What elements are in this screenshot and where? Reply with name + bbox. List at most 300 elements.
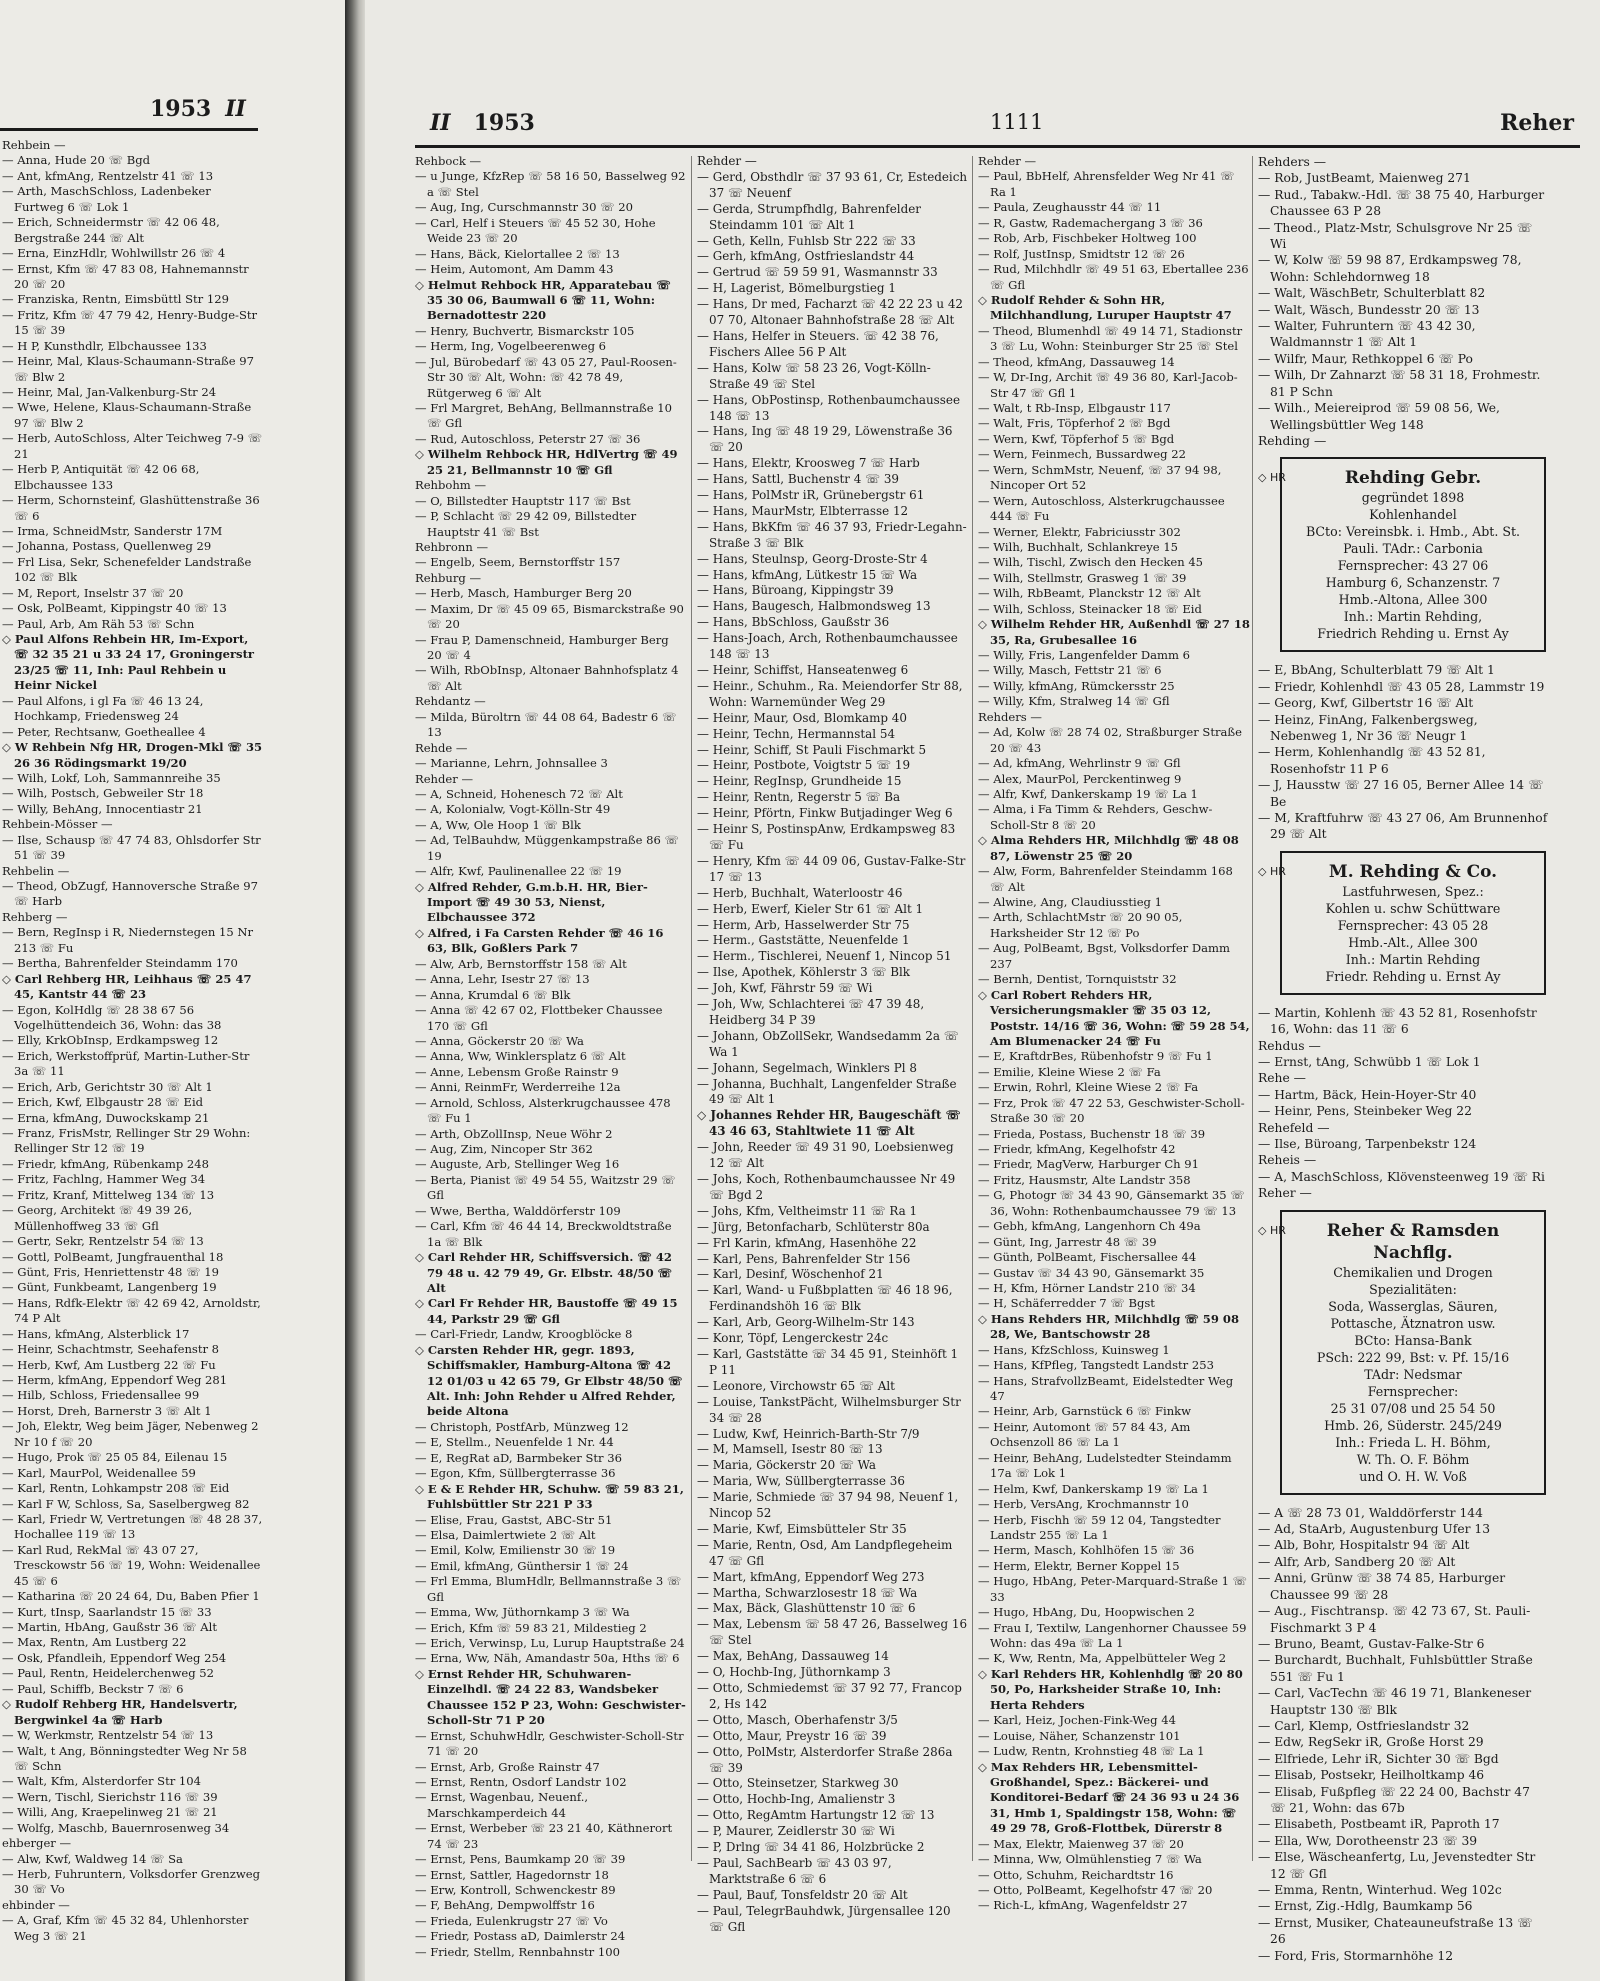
directory-entry: — Willi, Ang, Kraepelinweg 21 ☏ 21 [2,1805,218,1820]
directory-entry: — K, Ww, Rentn, Ma, Appelbütteler Weg 2 [978,1651,1227,1666]
directory-entry: — Karl, Desinf, Wöschenhof 21 [697,1267,884,1282]
directory-entry: — Ford, Fris, Stormarnhöhe 12 [1258,1948,1454,1963]
right-page-header [430,110,1580,144]
directory-entry: — Wilh, RbBeamt, Planckstr 12 ☏ Alt [978,586,1201,601]
directory-entry: — Anni, Grünw ☏ 38 74 85, Harburger Chaussee 99 ☏ 28 [1258,1571,1506,1602]
directory-entry: — Johs, Koch, Rothenbaumchaussee Nr 49 ☏ Bgd 2 [697,1172,956,1202]
directory-entry: — Heinr, Automont ☏ 57 84 43, Am Ochsenzoll 86 ☏ La 1 [978,1419,1191,1450]
directory-entry: Rehders — [978,709,1042,724]
advertisement-line: Friedr. Rehding u. Ernst Ay [1325,968,1501,984]
directory-entry: — Walt, Fris, Töpferhof 2 ☏ Bgd [978,416,1171,431]
directory-entry: — Emma, Rentn, Winterhud. Weg 102c [1258,1883,1502,1897]
directory-entry: — Marie, Schmiede ☏ 37 94 98, Neuenf 1, Nincop 52 [697,1490,959,1521]
column-divider [972,156,973,1861]
directory-entry: — Hans, Sattl, Buchenstr 4 ☏ 39 [697,472,900,487]
directory-entry: — Otto, PolBeamt, Kegelhofstr 47 ☏ 20 [978,1883,1213,1897]
directory-entry: — Friedr, kfmAng, Kegelhofstr 42 [978,1142,1176,1156]
directory-entry: — Arth, ObZollInsp, Neue Wöhr 2 [415,1126,613,1141]
directory-entry: ◇ Ernst Rehder HR, Schuhwaren-Einzelhdl. ☏ 24 22 83, Wandsbeker Chaussee 152 P 23, Wohn: Geschwister-Scholl-Str 71 P 20 [415,1666,686,1728]
directory-entry: ◇ Rudolf Rehder & Sohn HR, Milchhandlung, Luruper Hauptstr 47 [978,292,1232,323]
directory-entry: — Elfriede, Lehr iR, Sichter 30 ☏ Bgd [1258,1751,1499,1766]
directory-entry: — Karl, MaurPol, Weidenallee 59 [2,1465,196,1480]
advertisement-line: Kohlenhandel [1369,507,1457,523]
directory-entry: — Osk, Pfandleih, Eppendorf Weg 254 [2,1650,227,1665]
directory-entry: — Wilh, Lokf, Loh, Sammannreihe 35 [2,770,221,785]
directory-entry: — Herb, AutoSchloss, Alter Teichweg 7-9 ☏ 21 [2,431,263,461]
directory-entry: — Alex, MaurPol, Perckentinweg 9 [978,771,1182,786]
directory-entry: Rehberg — [2,909,68,924]
directory-entry: — Karl, Gaststätte ☏ 34 45 91, Steinhöft 1 P 11 [697,1346,959,1377]
directory-entry: — Willy, kfmAng, Rümckersstr 25 [978,678,1175,693]
advertisement-line: Soda, Wasserglas, Säuren, [1328,1298,1498,1314]
directory-entry: — Berta, Pianist ☏ 49 54 55, Waitzstr 29 ☏ Gfl [415,1172,676,1203]
directory-entry: — Johanna, Buchhalt, Langenfelder Straße 49 ☏ Alt 1 [697,1076,957,1107]
directory-entry: — Karl, Friedr W, Vertretungen ☏ 48 28 37, Hochallee 119 ☏ 13 [2,1511,263,1542]
directory-entry: — Rob, JustBeamt, Maienweg 271 [1258,171,1471,186]
directory-entry: — Osk, PolBeamt, Kippingstr 40 ☏ 13 [2,601,227,616]
directory-entry: — Walt, Kfm, Alsterdorfer Str 104 [2,1774,201,1789]
directory-entry: — Georg, Architekt ☏ 49 39 26, Müllenhoffweg 33 ☏ Gfl [2,1203,193,1233]
directory-entry: Rehe — [1258,1071,1306,1086]
directory-entry: — Hans, kfmAng, Alsterblick 17 [2,1326,190,1341]
directory-entry: — Herm., Tischlerei, Neuenf 1, Nincop 51 [697,949,952,964]
directory-entry: — Egon, KolHdlg ☏ 28 38 67 56 Vogelhüttendeich 36, Wohn: das 38 [2,1002,222,1032]
directory-entry: — Ernst, tAng, Schwübb 1 ☏ Lok 1 [1258,1055,1481,1069]
directory-entry: — Friedr, kfmAng, Rübenkamp 248 [2,1156,209,1171]
directory-entry: — Willy, BehAng, Innocentiastr 21 [2,801,203,816]
directory-entry: — E, Stellm., Neuenfelde 1 Nr. 44 [415,1435,614,1450]
directory-entry: — Arth, SchlachtMstr ☏ 20 90 05, Harksheider Str 12 ☏ Po [978,910,1183,940]
directory-entry: — Bertha, Bahrenfelder Steindamm 170 [2,956,238,971]
directory-entry: — Else, Wäscheanfertg, Lu, Jevenstedter Str 12 ☏ Gfl [1258,1850,1536,1881]
directory-entry: — Milda, Büroltrn ☏ 44 08 64, Badestr 6 ☏ 13 [415,709,677,740]
advertisement-line: Hamburg 6, Schanzenstr. 7 [1325,575,1501,591]
directory-entry: — W, Kolw ☏ 59 98 87, Erdkampsweg 78, Wohn: Schlehdornweg 18 [1258,253,1522,284]
directory-entry: — Wilh, Postsch, Gebweiler Str 18 [2,786,204,801]
column-divider [691,156,692,1861]
directory-entry: — Herm, Kohlenhandlg ☏ 43 52 81, Rosenhofstr 11 P 6 [1258,745,1486,776]
directory-entry: — Wilh, RbObInsp, Altonaer Bahnhofsplatz 4 ☏ Alt [415,663,679,693]
directory-entry: — Ernst, Rentn, Osdorf Landstr 102 [415,1774,627,1789]
directory-entry: — Hans, Bäck, Kielortallee 2 ☏ 13 [415,246,620,261]
directory-entry: — Herb, Fuhruntern, Volksdorfer Grenzweg 30 ☏ Vo [2,1867,260,1897]
directory-entry: — Erich, Werkstoffprüf, Martin-Luther-Str 3a ☏ 11 [2,1048,250,1079]
directory-entry: — Hartm, Bäck, Hein-Hoyer-Str 40 [1258,1087,1477,1102]
directory-entry: — Alw, Form, Bahrenfelder Steindamm 168 ☏ Alt [978,864,1233,894]
directory-entry: — Aug, Ing, Curschmannstr 30 ☏ 20 [415,200,633,215]
advertisement-line: und O. H. W. Voß [1359,1468,1467,1484]
directory-entry: — M, Report, Inselstr 37 ☏ 20 [2,585,184,600]
directory-entry: ◇ W Rehbein Nfg HR, Drogen-Mkl ☏ 35 26 36 Rödingsmarkt 19/20 [2,740,263,770]
directory-entry: — Carl, Kfm ☏ 46 44 14, Breckwoldtstraße 1a ☏ Blk [415,1219,672,1249]
directory-entry: — Ludw, Kwf, Heinrich-Barth-Str 7/9 [697,1426,920,1441]
directory-entry: — Ernst, Musiker, Chateauneufstraße 13 ☏ 26 [1258,1915,1533,1947]
running-keyword: Reher [1500,110,1574,136]
directory-entry: Rehbelin — [2,863,70,878]
directory-entry: — Walt, t Ang, Bönningstedter Weg Nr 58 ☏ Schn [2,1743,247,1773]
directory-entry: — P, Maurer, Zeidlerstr 30 ☏ Wi [697,1824,895,1839]
directory-entry: — Herm, Elektr, Berner Koppel 15 [978,1558,1180,1573]
directory-entry: — Frl Lisa, Sekr, Schenefelder Landstraße 102 ☏ Blk [2,554,252,585]
directory-entry: — Alfr, Arb, Sandberg 20 ☏ Alt [1258,1554,1456,1569]
directory-entry: — Elsa, Daimlertwiete 2 ☏ Alt [415,1527,596,1542]
right-header-rule [415,145,1580,148]
directory-entry: — H, Schäferredder 7 ☏ Bgst [978,1296,1155,1311]
directory-entry: — Otto, Schuhm, Reichardtstr 16 [978,1867,1174,1882]
directory-entry: — Theod, ObZugf, Hannoversche Straße 97 ☏ Harb [2,879,258,909]
left-page-section: II [225,96,246,122]
directory-entry: ◇ Karl Rehders HR, Kohlenhdlg ☏ 20 80 50, Po, Harksheider Straße 10, Inh: Herta Rehders [978,1666,1243,1712]
directory-entry: — Gebh, kfmAng, Langenhorn Ch 49a [978,1219,1201,1234]
directory-entry: — Ernst, Werbeber ☏ 23 21 40, Käthnerort 74 ☏ 23 [415,1821,673,1851]
directory-entry: — Gottl, PolBeamt, Jungfrauenthal 18 [2,1249,224,1264]
directory-entry: — Erich, Kfm ☏ 59 83 21, Mildestieg 2 [415,1620,647,1635]
directory-entry: — Wilh, Schloss, Steinacker 18 ☏ Eid [978,601,1202,616]
directory-entry: — Carl, Klemp, Ostfrieslandstr 32 [1258,1718,1470,1733]
directory-entry: — Gertrud ☏ 59 59 91, Wasmannstr 33 [697,265,938,280]
directory-entry: — Maxim, Dr ☏ 45 09 65, Bismarckstraße 90 ☏ 20 [415,601,684,632]
directory-entry: — Minna, Ww, Olmühlenstieg 7 ☏ Wa [978,1852,1202,1867]
directory-entry: — Gerd, Obsthdlr ☏ 37 93 61, Cr, Estedeich 37 ☏ Neuenf [697,169,968,200]
advertisement-box [1280,851,1546,995]
directory-entry: — Peter, Rechtsanw, Goetheallee 4 [2,724,206,739]
directory-entry: — Alma, i Fa Timm & Rehders, Geschw-Scholl-Str 8 ☏ 20 [978,802,1213,832]
directory-entry: — Herm, Masch, Kohlhöfen 15 ☏ 36 [978,1543,1195,1558]
advertisement-line: Pottasche, Ätznatron usw. [1330,1315,1496,1331]
directory-entry: — Fritz, Kfm ☏ 47 79 42, Henry-Budge-Str 15 ☏ 39 [2,307,258,338]
directory-entry: — Katharina ☏ 20 24 64, Du, Baben Pfier 1 [2,1589,260,1604]
directory-entry: — Friedr, Kohlenhdl ☏ 43 05 28, Lammstr 19 [1258,679,1545,694]
advertisement-line: Hmb.-Alt., Allee 300 [1348,934,1478,950]
directory-entry: — Hans, Baugesch, Halbmondsweg 13 [697,599,931,614]
advertisement [1258,1210,1548,1495]
directory-entry: — Heinr, RegInsp, Grundheide 15 [697,774,902,789]
directory-entry: — Heinr, Rentn, Regerstr 5 ☏ Ba [697,790,901,805]
advertisement-line: 25 31 07/08 und 25 54 50 [1330,1400,1496,1416]
directory-entry: Rehbohm — [415,478,487,493]
directory-entry: — Wilh, Buchhalt, Schlankreye 15 [978,539,1179,554]
directory-entry: — Werner, Elektr, Fabriciusstr 302 [978,524,1181,539]
directory-entry: — Alw, Arb, Bernstorffstr 158 ☏ Alt [415,956,627,971]
directory-entry: — Heinr, BehAng, Ludelstedter Steindamm 17a ☏ Lok 1 [978,1450,1232,1481]
directory-entry: — Heinr, Pförtn, Finkw Butjadinger Weg 6 [697,806,953,821]
column-3 [978,154,1250,1914]
directory-entry: — Heinr, Maur, Osd, Blomkamp 40 [697,710,907,725]
directory-entry: — Gerh, kfmAng, Ostfrieslandstr 44 [697,249,915,264]
hr-register-mark: ◇ HR [1258,864,1286,878]
directory-entry: — Aug, Zim, Nincoper Str 362 [415,1142,593,1156]
directory-entry: — Wilh., Meiereiprod ☏ 59 08 56, We, Wellingsbüttler Weg 148 [1258,401,1500,432]
directory-entry: — Frau P, Damenschneid, Hamburger Berg 20 ☏ 4 [415,632,669,662]
directory-entry: — Joh, Ww, Schlachterei ☏ 47 39 48, Heidberg 34 P 39 [697,997,925,1027]
directory-entry: — Henry, Buchvertr, Bismarckstr 105 [415,323,635,338]
directory-entry: — M, Kraftfuhrw ☏ 43 27 06, Am Brunnenhof 29 ☏ Alt [1258,810,1548,842]
directory-entry: — P, Schlacht ☏ 29 42 09, Billstedter Hauptstr 41 ☏ Bst [415,509,637,539]
directory-entry: — Irma, SchneidMstr, Sanderstr 17M [2,523,223,538]
directory-entry: — Hans, ObPostinsp, Rothenbaumchaussee 148 ☏ 13 [697,392,961,423]
directory-entry: — Ant, kfmAng, Rentzelstr 41 ☏ 13 [2,168,214,183]
directory-entry: — Frieda, Postass, Buchenstr 18 ☏ 39 [978,1126,1206,1141]
directory-entry: — Günt, Ing, Jarrestr 48 ☏ 39 [978,1234,1157,1249]
directory-entry: — Bruno, Beamt, Gustav-Falke-Str 6 [1258,1636,1485,1651]
directory-entry: — Karl, Heiz, Jochen-Fink-Weg 44 [978,1713,1176,1728]
directory-entry: — Anna ☏ 42 67 02, Flottbeker Chaussee 170 ☏ Gfl [415,1003,663,1033]
directory-entry: — Hans, Helfer in Steuers. ☏ 42 38 76, Fischers Allee 56 P Alt [697,328,939,359]
directory-entry: — Hans, StrafvollzBeamt, Eidelstedter Weg 47 [978,1373,1234,1403]
directory-entry: — Martin, HbAng, Gaußstr 36 ☏ Alt [2,1620,217,1634]
directory-entry: — Horst, Dreh, Barnerstr 3 ☏ Alt 1 [2,1403,212,1418]
directory-entry: — Wwe, Bertha, Walddörferstr 109 [415,1203,621,1218]
directory-entry: — Frieda, Eulenkrugstr 27 ☏ Vo [415,1913,608,1928]
advertisement-line: W. Th. O. F. Böhm [1356,1451,1470,1467]
directory-entry: — Günt, Fris, Henriettenstr 48 ☏ 19 [2,1264,219,1279]
directory-entry: — Max, Elektr, Maienweg 37 ☏ 20 [978,1836,1184,1851]
directory-entry: — Heinr, Pens, Steinbeker Weg 22 [1258,1104,1472,1119]
directory-entry: — Otto, Hochb-Ing, Amalienstr 3 [697,1792,896,1807]
directory-entry: ◇ Hans Rehders HR, Milchhdlg ☏ 59 08 28, We, Bantschowstr 28 [978,1311,1240,1342]
directory-entry: — Wilh, Stellmstr, Grasweg 1 ☏ 39 [978,570,1187,585]
directory-entry: — Friedr, Postass aD, Daimlerstr 24 [415,1929,626,1944]
directory-entry: — Karl, Rentn, Lohkampstr 208 ☏ Eid [2,1481,230,1496]
directory-entry: ◇ Wilhelm Rehbock HR, HdlVertrg ☏ 49 25 21, Bellmannstr 10 ☏ Gfl [415,447,678,477]
right-page-year [430,110,535,136]
directory-entry: ◇ Carsten Rehder HR, gegr. 1893, Schiffsmakler, Hamburg-Altona ☏ 42 12 01/03 u 42 65 79, Gr Elbstr 48/50 ☏ Alt. Inh: John Rehder u Alfred Rehder, beide Altona [415,1342,683,1419]
directory-entry: — Johann, ObZollSekr, Wandsedamm 2a ☏ Wa 1 [697,1028,959,1059]
directory-entry: Rehbein-Mösser — [2,817,113,832]
directory-entry: — Heinz, FinAng, Falkenbergsweg, Nebenweg 1, Nr 36 ☏ Neugr 1 [1258,712,1478,743]
directory-entry: — Franziska, Rentn, Eimsbüttl Str 129 [2,292,229,307]
directory-entry: — Willy, Fris, Langenfelder Damm 6 [978,648,1190,662]
directory-entry: — Max, Bäck, Glashüttenstr 10 ☏ 6 [697,1601,916,1616]
directory-entry: — Wwe, Helene, Klaus-Schaumann-Straße 97 ☏ Blw 2 [2,400,252,430]
directory-entry: — Herb, Masch, Hamburger Berg 20 [415,586,632,601]
advertisement-title: Rehding Gebr. [1344,468,1482,489]
directory-entry: — Franz, FrisMstr, Rellinger Str 29 Wohn: Rellinger Str 12 ☏ 19 [2,1126,251,1156]
directory-entry: Rehder — [415,771,474,786]
directory-entry: — Heinr, Arb, Garnstück 6 ☏ Finkw [978,1404,1192,1419]
directory-entry: — A, MaschSchloss, Klövensteenweg 19 ☏ Ri [1258,1169,1545,1184]
directory-entry: — Paul, Rentn, Heidelerchenweg 52 [2,1666,215,1681]
book-gutter [345,0,365,1981]
directory-entry: Rehders — [1258,155,1326,169]
directory-entry: — Wilfr, Maur, Rethkoppel 6 ☏ Po [1258,351,1473,366]
directory-entry: — Frl Emma, BlumHdlr, Bellmannstraße 3 ☏ Gfl [415,1574,682,1604]
directory-entry: — Anne, Lebensm Große Rainstr 9 [415,1064,619,1079]
directory-entry: — Herb, Ewerf, Kieler Str 61 ☏ Alt 1 [697,901,924,916]
advertisement-line: Fernsprecher: 43 27 06 [1337,558,1489,574]
directory-entry: — Wern, Tischl, Sierichstr 116 ☏ 39 [2,1789,218,1804]
directory-entry: — Alfr, Kwf, Paulinenallee 22 ☏ 19 [415,864,622,879]
directory-entry: — O, Hochb-Ing, Jüthornkamp 3 [697,1665,891,1680]
directory-entry: — Erna, Ww, Näh, Amandastr 50a, Hths ☏ 6 [415,1651,680,1666]
directory-entry: — Otto, Schmiedemst ☏ 37 92 77, Francop 2, Hs 142 [697,1681,962,1711]
directory-entry: — Heim, Automont, Am Damm 43 [415,262,614,277]
directory-entry: — Elisab, Fußpfleg ☏ 22 24 00, Bachstr 47 ☏ 21, Wohn: das 67b [1258,1784,1530,1815]
directory-entry: — Herm, kfmAng, Eppendorf Weg 281 [2,1373,228,1387]
advertisement-line: Inh.: Martin Rehding, [1343,609,1483,625]
directory-entry: Rehding — [1258,433,1327,448]
directory-entry: — Fritz, Fachlng, Hammer Weg 34 [2,1172,206,1187]
directory-entry: — Frl Karin, kfmAng, Hasenhöhe 22 [697,1235,917,1250]
directory-entry: — Helm, Kwf, Dankerskamp 19 ☏ La 1 [978,1481,1209,1496]
directory-entry: — E, KraftdrBes, Rübenhofstr 9 ☏ Fu 1 [978,1049,1213,1064]
directory-entry: — Arnold, Schloss, Alsterkrugchaussee 478 ☏ Fu 1 [415,1095,671,1126]
directory-entry: — Hans, MaurMstr, Elbterrasse 12 [697,503,909,518]
directory-entry: — A, Kolonialw, Vogt-Kölln-Str 49 [415,802,611,817]
directory-entry: — Carl, VacTechn ☏ 46 19 71, Blankeneser Hauptstr 130 ☏ Blk [1258,1686,1532,1717]
directory-entry: — Kurt, tInsp, Saarlandstr 15 ☏ 33 [2,1604,212,1619]
right-page-year-text: 1953 [473,110,535,136]
advertisement-line: Kohlen u. schw Schüttware [1325,900,1501,916]
advertisement-box [1280,457,1546,652]
directory-entry: — Fritz, Kranf, Mittelweg 134 ☏ 13 [2,1187,215,1202]
directory-entry: — Alwine, Ang, Claudiusstieg 1 [978,895,1162,909]
directory-entry: — Leonore, Virchowstr 65 ☏ Alt [697,1378,895,1393]
directory-entry: — Herb P, Antiquität ☏ 42 06 68, Elbchaussee 133 [2,462,200,492]
directory-entry: — Max, BehAng, Dassauweg 14 [697,1649,889,1664]
directory-entry: — Hugo, Prok ☏ 25 05 84, Eilenau 15 [2,1450,228,1465]
directory-entry: — Hans, kfmAng, Lütkestr 15 ☏ Wa [697,567,918,582]
directory-entry: — Marie, Kwf, Eimsbütteler Str 35 [697,1521,907,1536]
directory-entry: — Walt, t Rb-Insp, Elbgaustr 117 [978,401,1171,415]
directory-entry: — Karl, Wand- u Fußbplatten ☏ 46 18 96, Ferdinandshöh 16 ☏ Blk [697,1283,953,1314]
directory-entry: — Alb, Bohr, Hospitalstr 94 ☏ Alt [1258,1538,1470,1553]
directory-entry: Reheis — [1258,1153,1317,1168]
directory-entry: — Hans, Steulnsp, Georg-Droste-Str 4 [697,551,928,566]
left-page [0,0,346,1981]
directory-entry: — Erich, Verwinsp, Lu, Lurup Hauptstraße 24 [415,1636,685,1650]
directory-entry: — Wilh, Tischl, Zwisch den Hecken 45 [978,555,1204,570]
advertisement-line: Chemikalien und Drogen [1333,1264,1493,1280]
directory-entry: — Anna, Göckerstr 20 ☏ Wa [415,1033,584,1048]
directory-entry: — Emilie, Kleine Wiese 2 ☏ Fa [978,1064,1161,1079]
advertisement-line: PSch: 222 99, Bst: v. Pf. 15/16 [1316,1349,1510,1365]
directory-entry: — Ernst, Zig.-Hdlg, Baumkamp 56 [1258,1899,1473,1914]
directory-entry: — Rud., Tabakw.-Hdl. ☏ 38 75 40, Harburger Chaussee 63 P 28 [1258,187,1545,219]
directory-entry: — Hans, Dr med, Facharzt ☏ 42 22 23 u 42 07 70, Altonaer Bahnhofstraße 28 ☏ Alt [697,297,964,328]
directory-entry: Rehbock — [415,154,482,168]
directory-entry: ◇ Carl Robert Rehders HR, Versicherungsmakler ☏ 35 03 12, Poststr. 14/16 ☏ 36, Wohn: ☏ 59 28 54, Am Blumenacker 24 ☏ Fu [978,987,1250,1048]
directory-entry: — Heinr, Postbote, Voigtstr 5 ☏ 19 [697,758,911,773]
advertisement-line: Hmb.-Altona, Allee 300 [1338,592,1488,608]
directory-entry: ◇ Carl Rehder HR, Schiffsversich. ☏ 42 79 48 u. 42 79 49, Gr. Elbstr. 48/50 ☏ Alt [415,1250,673,1295]
directory-entry: — Johs, Kfm, Veltheimstr 11 ☏ Ra 1 [697,1203,918,1218]
directory-entry: — Anna, Lehr, Isestr 27 ☏ 13 [415,972,590,987]
directory-entry: — Ilse, Schausp ☏ 47 74 83, Ohlsdorfer Str 51 ☏ 39 [2,832,261,863]
left-header-rule [0,128,258,131]
directory-entry: — Elise, Frau, Gastst, ABC-Str 51 [415,1512,613,1527]
directory-entry: — Gertr, Sekr, Rentzelstr 54 ☏ 13 [2,1234,204,1249]
directory-entry: — W, Dr-Ing, Archit ☏ 49 36 80, Karl-Jacob-Str 47 ☏ Gfl 1 [978,370,1238,400]
directory-entry: ◇ E & E Rehder HR, Schuhw. ☏ 59 83 21, Fuhlsbüttler Str 221 P 33 [415,1481,684,1512]
directory-entry: — Heinr, Mal, Jan-Valkenburg-Str 24 [2,385,217,399]
directory-entry: — Karl Rud, RekMal ☏ 43 07 27, Tresckowstr 56 ☏ 19, Wohn: Weidenallee 45 ☏ 6 [2,1542,261,1588]
directory-entry: — Hans, KfPfleg, Tangstedt Landstr 253 [978,1358,1214,1373]
page-number: 1111 [990,110,1044,134]
directory-entry: — Ernst, Arb, Große Rainstr 47 [415,1759,600,1774]
directory-entry: — Rud, Milchhdlr ☏ 49 51 63, Ebertallee 236 ☏ Gfl [978,262,1249,292]
directory-entry: — Friedr, Stellm, Rennbahnstr 100 [415,1944,620,1959]
directory-entry: Rehbronn — [415,539,489,554]
directory-entry: — Ludw, Rentn, Krohnstieg 48 ☏ La 1 [978,1744,1205,1759]
directory-entry: — Herm, Ing, Vogelbeerenweg 6 [415,339,607,354]
directory-entry: — Heinr, Schiffst, Hanseatenweg 6 [697,663,909,677]
directory-entry: Rehefeld — [1258,1120,1330,1135]
directory-entry: — Heinr., Schuhm., Ra. Meiendorfer Str 88, Wohn: Warnemünder Weg 29 [697,678,963,709]
directory-entry: — Ad, StaArb, Augustenburg Ufer 13 [1258,1522,1491,1537]
directory-entry: — Johanna, Postass, Quellenweg 29 [2,539,212,554]
directory-entry: — Hugo, HbAng, Peter-Marquard-Straße 1 ☏ 33 [978,1574,1248,1604]
directory-entry: — Erna, EinzHdlr, Wohlwillstr 26 ☏ 4 [2,246,226,261]
directory-entry: — Hans, BbSchloss, Gaußstr 36 [697,615,890,630]
directory-entry: ◇ Rudolf Rehberg HR, Handelsvertr, Bergwinkel 4a ☏ Harb [2,1697,238,1727]
directory-entry: — Ernst, Pens, Baumkamp 20 ☏ 39 [415,1852,626,1867]
directory-entry: — Ad, kfmAng, Wehrlinstr 9 ☏ Gfl [978,756,1181,771]
directory-entry: — Alfr, Kwf, Dankerskamp 19 ☏ La 1 [978,786,1198,801]
directory-entry: — Bernh, Dentist, Tornquiststr 32 [978,972,1177,987]
directory-entry: — Paul, Arb, Am Räh 53 ☏ Schn [2,616,195,631]
directory-entry: — A, Graf, Kfm ☏ 45 32 84, Uhlenhorster Weg 3 ☏ 21 [2,1913,249,1943]
directory-entry: — H, Lagerist, Bömelburgstieg 1 [697,281,896,296]
right-page [365,0,1600,1981]
directory-entry: — Hans, KfzSchloss, Kuinsweg 1 [978,1342,1170,1357]
directory-entry: — Engelb, Seem, Bernstorffstr 157 [415,555,621,570]
directory-entry: — Aug., Fischtransp. ☏ 42 73 67, St. Pauli-Fischmarkt 3 P 4 [1258,1604,1531,1635]
advertisement-line: Inh.: Frieda L. H. Böhm, [1335,1434,1491,1450]
directory-entry: — Martha, Schwarzlosestr 18 ☏ Wa [697,1585,918,1600]
directory-entry: Rehdus — [1258,1038,1321,1053]
directory-entry: — Mart, kfmAng, Eppendorf Weg 273 [697,1569,925,1584]
directory-entry: — Paul Alfons, i gl Fa ☏ 46 13 24, Hochkamp, Friedensweg 24 [2,693,204,724]
directory-entry: — Edw, RegSekr iR, Große Horst 29 [1258,1735,1484,1750]
directory-entry: — E, BbAng, Schulterblatt 79 ☏ Alt 1 [1258,663,1495,678]
directory-entry: — Wern, Feinmech, Bussardweg 22 [978,447,1186,462]
directory-entry: ◇ Paul Alfons Rehbein HR, Im-Export, ☏ 32 35 21 u 33 24 17, Groningerstr 23/25 ☏ 11, Inh: Paul Rehbein u Heinr Nickel [2,632,254,693]
directory-entry: — Frau I, Textilw, Langenhorner Chaussee 59 Wohn: das 49a ☏ La 1 [978,1620,1247,1650]
directory-entry: — Paul, Schiffb, Beckstr 7 ☏ 6 [2,1681,184,1696]
directory-entry: — R, Gastw, Rademachergang 3 ☏ 36 [978,215,1203,230]
directory-entry: — Hans, Elektr, Kroosweg 7 ☏ Harb [697,456,920,471]
directory-entry: — Erich, Kwf, Elbgaustr 28 ☏ Eid [2,1095,204,1110]
advertisement-line: Fernsprecher: [1367,1383,1459,1399]
advertisement-title: Reher & Ramsden Nachflg. [1326,1220,1500,1263]
directory-entry: — Hilb, Schloss, Friedensallee 99 [2,1388,200,1403]
left-page-year: 1953 [150,96,212,122]
directory-entry: — Friedr, MagVerw, Harburger Ch 91 [978,1157,1200,1172]
directory-entry: — Walt, WäschBetr, Schulterblatt 82 [1258,286,1486,301]
directory-entry: — G, Photogr ☏ 34 43 90, Gänsemarkt 35 ☏ 36, Wohn: Rothenbaumchaussee 79 ☏ 13 [978,1188,1245,1218]
directory-entry: — Karl, Arb, Georg-Wilhelm-Str 143 [697,1315,915,1330]
directory-entry: — O, Billstedter Hauptstr 117 ☏ Bst [415,493,631,508]
directory-entry: — Burchardt, Buchhalt, Fuhlsbüttler Straße 551 ☏ Fu 1 [1258,1653,1533,1684]
advertisement [1258,457,1548,652]
directory-entry: — Hans-Joach, Arch, Rothenbaumchaussee 148 ☏ 13 [697,631,958,662]
directory-entry: — Wilh, Dr Zahnarzt ☏ 58 31 18, Frohmestr. 81 P Schn [1258,368,1541,399]
directory-entry: — Emma, Ww, Jüthornkamp 3 ☏ Wa [415,1605,630,1620]
directory-entry: Reher — [1258,1186,1312,1201]
directory-entry: — Auguste, Arb, Stellinger Weg 16 [415,1157,620,1172]
directory-entry: — Maria, Ww, Süllbergterrasse 36 [697,1474,905,1489]
directory-entry: — Geth, Kelln, Fuhlsb Str 222 ☏ 33 [697,233,916,248]
directory-entry: — Bern, RegInsp i R, Niedernstegen 15 Nr 213 ☏ Fu [2,925,254,955]
directory-entry: — John, Reeder ☏ 49 31 90, Loebsienweg 12 ☏ Alt [697,1140,954,1171]
advertisement-line: Hmb. 26, Süderstr. 245/249 [1324,1417,1502,1433]
directory-entry: — Heinr, Techn, Hermannstal 54 [697,726,896,741]
directory-entry: — Ad, Kolw ☏ 28 74 02, Straßburger Straße 20 ☏ 43 [978,725,1242,755]
directory-entry: — Rob, Arb, Fischbeker Holtweg 100 [978,231,1197,246]
advertisement-line: Fernsprecher: 43 05 28 [1337,917,1489,933]
directory-entry: — Konr, Töpf, Lengerckestr 24c [697,1331,889,1346]
